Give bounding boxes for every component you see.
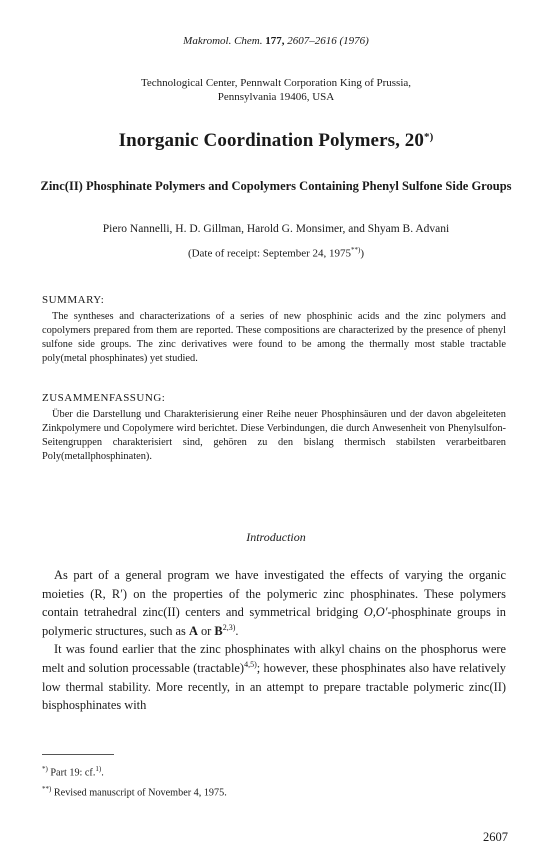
footnotes	[42, 761, 512, 802]
footnote-2-text: Revised manuscript of November 4, 1975.	[51, 787, 227, 799]
receipt-footnote-mark: **)	[351, 246, 361, 254]
zusammenfassung-abstract	[42, 408, 506, 464]
footnote-1	[42, 761, 512, 781]
footnote-1-text: Part 19: cf.	[47, 767, 96, 779]
p1-text-b: -phosphinate groups in polymeric structures, such as	[42, 605, 506, 638]
p1-text-a: As part of a general program we have investigated the effects of varying the organic moieties (R, R′) on the properties of the polymeric zinc phosphinates. These polymers contain tetrahedral zinc(II) centers and symmetrical bridging	[42, 568, 506, 620]
p2-text-b: ; however, these phosphinates also have relatively low thermal stability. More recently, in an attempt to prepare tractable polymeric zinc(II) bisphosphinates with	[42, 660, 506, 713]
footnote-separator	[42, 754, 114, 755]
footnote-2-mark: **)	[42, 785, 52, 794]
title-footnote-mark: *)	[424, 131, 434, 143]
receipt-date	[0, 246, 552, 260]
page-number: 2607	[483, 830, 508, 844]
introduction-heading: Introduction	[246, 530, 306, 544]
p1-italic-oo: O,O′	[363, 605, 388, 620]
zusammenfassung-heading: ZUSAMMENFASSUNG:	[42, 392, 166, 404]
reference-2-3: 2,3)	[222, 622, 236, 632]
affiliation-line-1: Technological Center, Pennwalt Corporation King of Prussia,	[140, 77, 412, 89]
zusammenfassung-text: Über die Darstellung und Charakterisierung einer Reihe neuer Phosphinsäuren und der davon abgeleiteten Zinkpolymere und Copolymere wird berichtet. Diese Verbindungen, die durch Anwesenheit von Phenylsulfon-Seitengruppen charakterisiert sind, gehören zu den bislang thermisch stabilsten verarbeitbaren Poly(metallphosphinaten).	[42, 409, 506, 462]
footnote-1-mark: *)	[42, 765, 48, 773]
footnote-1-reference: 1)	[95, 765, 102, 773]
structure-label-b: B	[214, 623, 223, 638]
introduction-paragraph-2	[42, 640, 506, 714]
structure-label-a: A	[188, 623, 198, 638]
journal-volume: 177,	[265, 35, 285, 47]
summary-abstract	[42, 310, 506, 366]
introduction-paragraph-1	[42, 566, 506, 640]
summary-text: The syntheses and characterizations of a series of new phosphinic acids and the zinc polymers and copolymers prepared from them are reported. These compositions are characterized by the presence of phenyl sulfone side groups. The zinc derivatives were found to be among the thermally most stable tractable poly(metal phosphinates) yet studied.	[42, 311, 506, 364]
footnote-2	[42, 781, 512, 801]
reference-4-5: 4,5)	[244, 659, 257, 669]
p2-text-a: It was found earlier that the zinc phosphinates with alkyl chains on the phosphorus were melt and solution processable (tractable)	[42, 642, 506, 675]
introduction-body	[42, 566, 506, 715]
p1-end: .	[235, 623, 239, 638]
receipt-text: (Date of receipt: September 24, 1975	[187, 247, 352, 260]
affiliation	[0, 76, 552, 104]
affiliation-line-2: Pennsylvania 19406, USA	[217, 91, 335, 103]
paper-title-text: Inorganic Coordination Polymers, 20	[118, 130, 424, 151]
journal-name: Makromol. Chem.	[183, 35, 263, 47]
p1-or: or	[197, 623, 215, 638]
paper-subtitle: Zinc(II) Phosphinate Polymers and Copolymers Containing Phenyl Sulfone Side Groups	[40, 179, 512, 193]
journal-pages: 2607–2616 (1976)	[287, 35, 369, 47]
footnote-1-end: .	[101, 767, 104, 779]
journal-citation	[0, 35, 552, 47]
receipt-close: )	[360, 247, 365, 260]
author-list: Piero Nannelli, H. D. Gillman, Harold G. Monsimer, and Shyam B. Advani	[102, 223, 450, 235]
paper-title	[0, 130, 552, 152]
summary-heading: SUMMARY:	[42, 294, 105, 306]
